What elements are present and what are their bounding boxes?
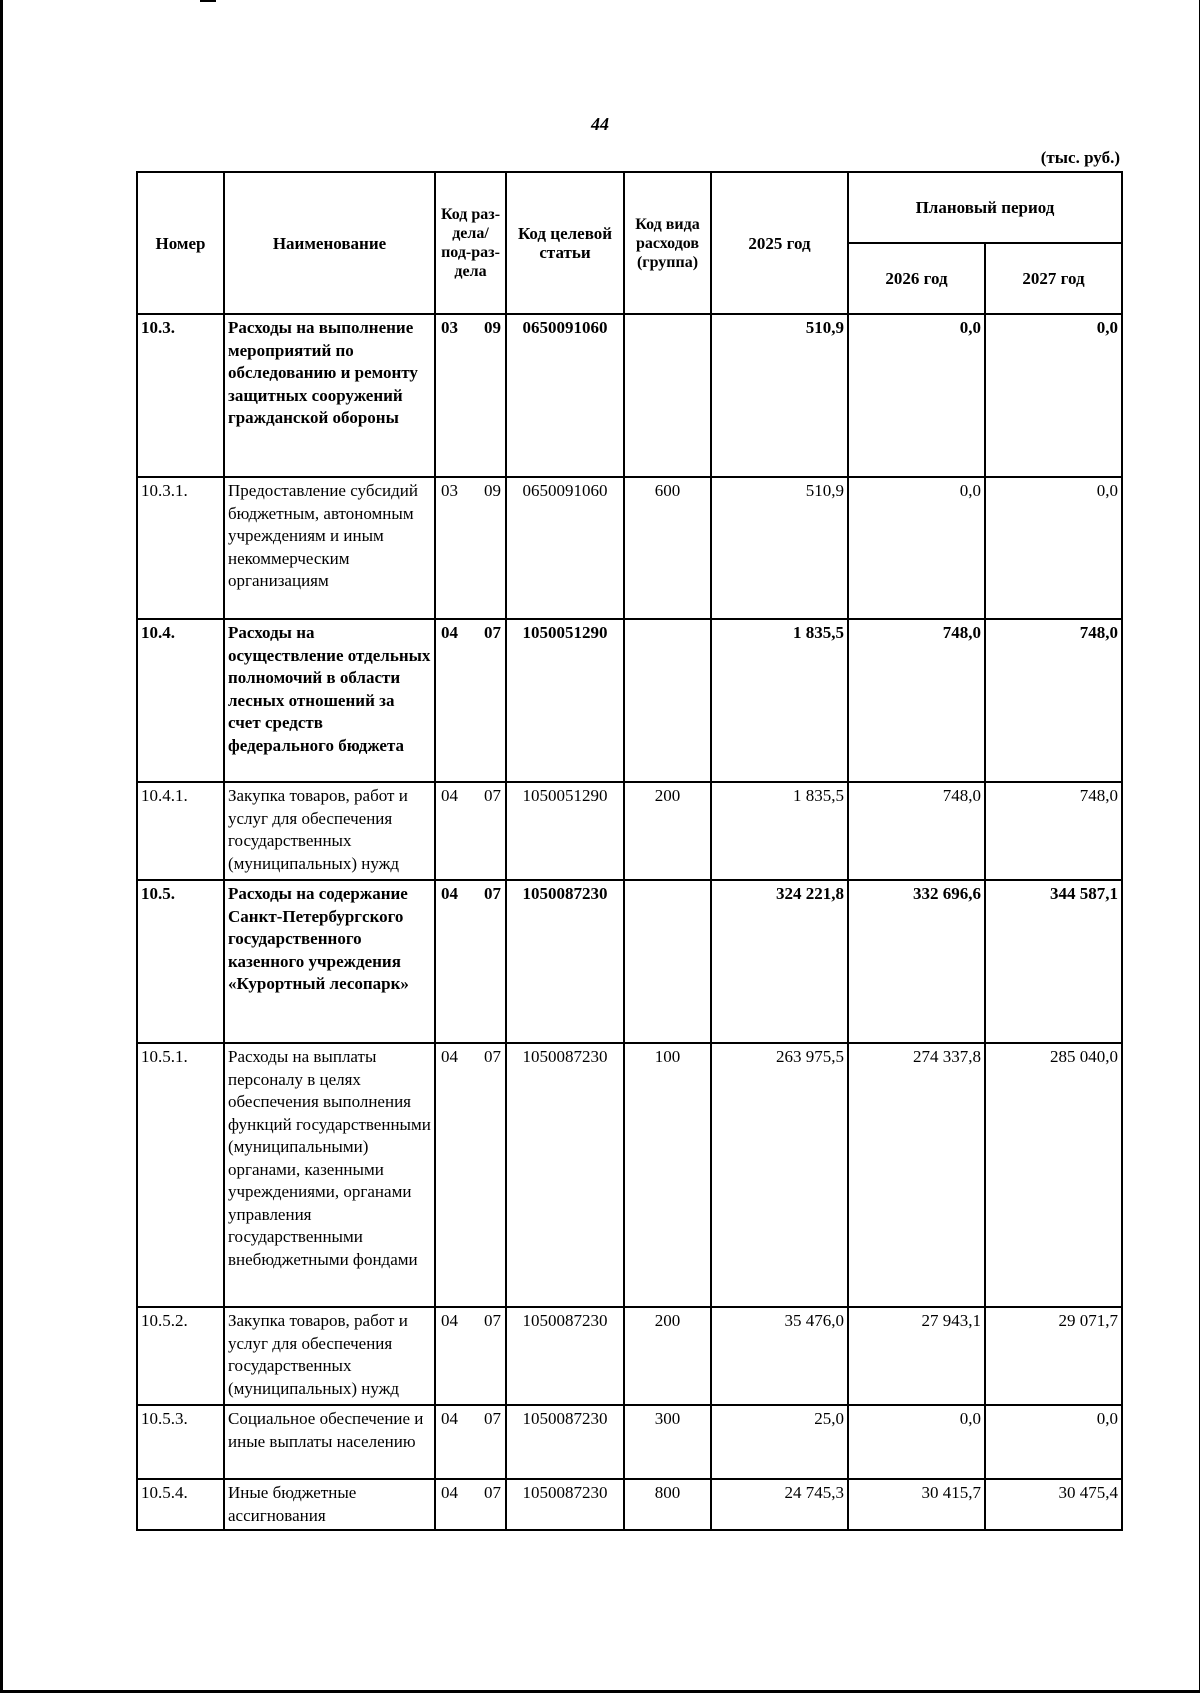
row-name: Закупка товаров, работ и услуг для обеспечения государственных (муниципальных) нужд (224, 1307, 435, 1405)
row-amount-2026: 748,0 (848, 782, 985, 880)
subsection-code: 07 (484, 884, 501, 903)
row-amount-2025: 1 835,5 (711, 782, 848, 880)
row-expense-type (624, 880, 711, 1043)
header-planned-period: Плановый период (848, 172, 1122, 243)
section-code: 04 (441, 786, 458, 805)
row-name: Расходы на выплаты персоналу в целях обеспечения выполнения функций государственными (муниципальными) органами, казенными учреждениями, органами управления государственными внебюджетными фондами (224, 1043, 435, 1307)
row-number: 10.3.1. (137, 477, 224, 619)
row-amount-2025: 25,0 (711, 1405, 848, 1479)
section-code: 04 (441, 884, 458, 903)
row-amount-2027: 344 587,1 (985, 880, 1122, 1043)
header-number: Номер (137, 172, 224, 314)
row-amount-2026: 748,0 (848, 619, 985, 782)
row-number: 10.4. (137, 619, 224, 782)
row-amount-2025: 35 476,0 (711, 1307, 848, 1405)
row-amount-2025: 324 221,8 (711, 880, 848, 1043)
row-expense-type: 800 (624, 1479, 711, 1530)
section-code: 03 (441, 318, 458, 337)
header-2025: 2025 год (711, 172, 848, 314)
subsection-code: 09 (484, 481, 501, 500)
budget-table (136, 171, 1123, 1531)
row-expense-type: 300 (624, 1405, 711, 1479)
row-name: Социальное обеспечение и иные выплаты населению (224, 1405, 435, 1479)
subsection-code: 07 (484, 1047, 501, 1066)
section-code: 04 (441, 1311, 458, 1330)
row-section-code (435, 1307, 506, 1405)
table-row (137, 619, 1122, 782)
row-amount-2027: 30 475,4 (985, 1479, 1122, 1530)
row-number: 10.5.4. (137, 1479, 224, 1530)
row-section-code (435, 880, 506, 1043)
row-section-code (435, 619, 506, 782)
row-amount-2027: 748,0 (985, 619, 1122, 782)
row-expense-type: 600 (624, 477, 711, 619)
table-row (137, 1307, 1122, 1405)
units-label: (тыс. руб.) (1040, 148, 1120, 167)
subsection-code: 07 (484, 1311, 501, 1330)
row-section-code (435, 1405, 506, 1479)
header-2027: 2027 год (985, 243, 1122, 314)
row-amount-2025: 263 975,5 (711, 1043, 848, 1307)
table-row (137, 1405, 1122, 1479)
row-name: Расходы на выполнение мероприятий по обследованию и ремонту защитных сооружений гражданской обороны (224, 314, 435, 477)
subsection-code: 07 (484, 1409, 501, 1428)
row-name: Предоставление субсидий бюджетным, автономным учреждениям и иным некоммерческим организациям (224, 477, 435, 619)
row-target-code: 0650091060 (506, 314, 624, 477)
row-target-code: 1050087230 (506, 880, 624, 1043)
section-code: 04 (441, 623, 458, 642)
subsection-code: 07 (484, 786, 501, 805)
header-expense-type: Код вида расходов (группа) (624, 172, 711, 314)
row-target-code: 1050087230 (506, 1479, 624, 1530)
row-number: 10.4.1. (137, 782, 224, 880)
row-target-code: 1050087230 (506, 1405, 624, 1479)
table-row (137, 477, 1122, 619)
row-amount-2025: 510,9 (711, 314, 848, 477)
row-expense-type: 100 (624, 1043, 711, 1307)
header-section: Код раз-дела/ под-раз-дела (435, 172, 506, 314)
row-number: 10.5.1. (137, 1043, 224, 1307)
table-row (137, 1479, 1122, 1530)
row-amount-2026: 0,0 (848, 477, 985, 619)
subsection-code: 09 (484, 318, 501, 337)
row-amount-2027: 285 040,0 (985, 1043, 1122, 1307)
scan-mark (200, 0, 216, 2)
row-section-code (435, 1479, 506, 1530)
row-number: 10.5.3. (137, 1405, 224, 1479)
row-target-code: 1050051290 (506, 782, 624, 880)
row-amount-2026: 332 696,6 (848, 880, 985, 1043)
row-target-code: 1050087230 (506, 1307, 624, 1405)
subsection-code: 07 (484, 623, 501, 642)
subsection-code: 07 (484, 1483, 501, 1502)
table-header (137, 172, 1122, 314)
row-expense-type (624, 619, 711, 782)
row-amount-2027: 0,0 (985, 1405, 1122, 1479)
row-target-code: 1050087230 (506, 1043, 624, 1307)
row-section-code (435, 314, 506, 477)
section-code: 04 (441, 1047, 458, 1066)
row-name: Закупка товаров, работ и услуг для обеспечения государственных (муниципальных) нужд (224, 782, 435, 880)
header-2026: 2026 год (848, 243, 985, 314)
row-expense-type: 200 (624, 782, 711, 880)
table-row (137, 1043, 1122, 1307)
row-section-code (435, 477, 506, 619)
row-amount-2026: 0,0 (848, 314, 985, 477)
row-amount-2026: 274 337,8 (848, 1043, 985, 1307)
row-amount-2026: 0,0 (848, 1405, 985, 1479)
table-body (137, 314, 1122, 1530)
row-amount-2027: 0,0 (985, 314, 1122, 477)
row-amount-2026: 27 943,1 (848, 1307, 985, 1405)
row-amount-2026: 30 415,7 (848, 1479, 985, 1530)
row-name: Расходы на осуществление отдельных полномочий в области лесных отношений за счет средств федерального бюджета (224, 619, 435, 782)
row-number: 10.5. (137, 880, 224, 1043)
section-code: 03 (441, 481, 458, 500)
row-amount-2027: 29 071,7 (985, 1307, 1122, 1405)
header-target: Код целевой статьи (506, 172, 624, 314)
row-expense-type: 200 (624, 1307, 711, 1405)
row-amount-2025: 24 745,3 (711, 1479, 848, 1530)
row-amount-2027: 0,0 (985, 477, 1122, 619)
row-name: Расходы на содержание Санкт-Петербургского государственного казенного учреждения «Курортный лесопарк» (224, 880, 435, 1043)
row-amount-2025: 1 835,5 (711, 619, 848, 782)
header-name: Наименование (224, 172, 435, 314)
row-expense-type (624, 314, 711, 477)
section-code: 04 (441, 1409, 458, 1428)
row-number: 10.3. (137, 314, 224, 477)
row-number: 10.5.2. (137, 1307, 224, 1405)
section-code: 04 (441, 1483, 458, 1502)
row-amount-2027: 748,0 (985, 782, 1122, 880)
row-target-code: 0650091060 (506, 477, 624, 619)
row-name: Иные бюджетные ассигнования (224, 1479, 435, 1530)
page-number: 44 (591, 114, 609, 134)
row-amount-2025: 510,9 (711, 477, 848, 619)
row-section-code (435, 1043, 506, 1307)
table-row (137, 880, 1122, 1043)
table-row (137, 314, 1122, 477)
table-row (137, 782, 1122, 880)
row-section-code (435, 782, 506, 880)
row-target-code: 1050051290 (506, 619, 624, 782)
